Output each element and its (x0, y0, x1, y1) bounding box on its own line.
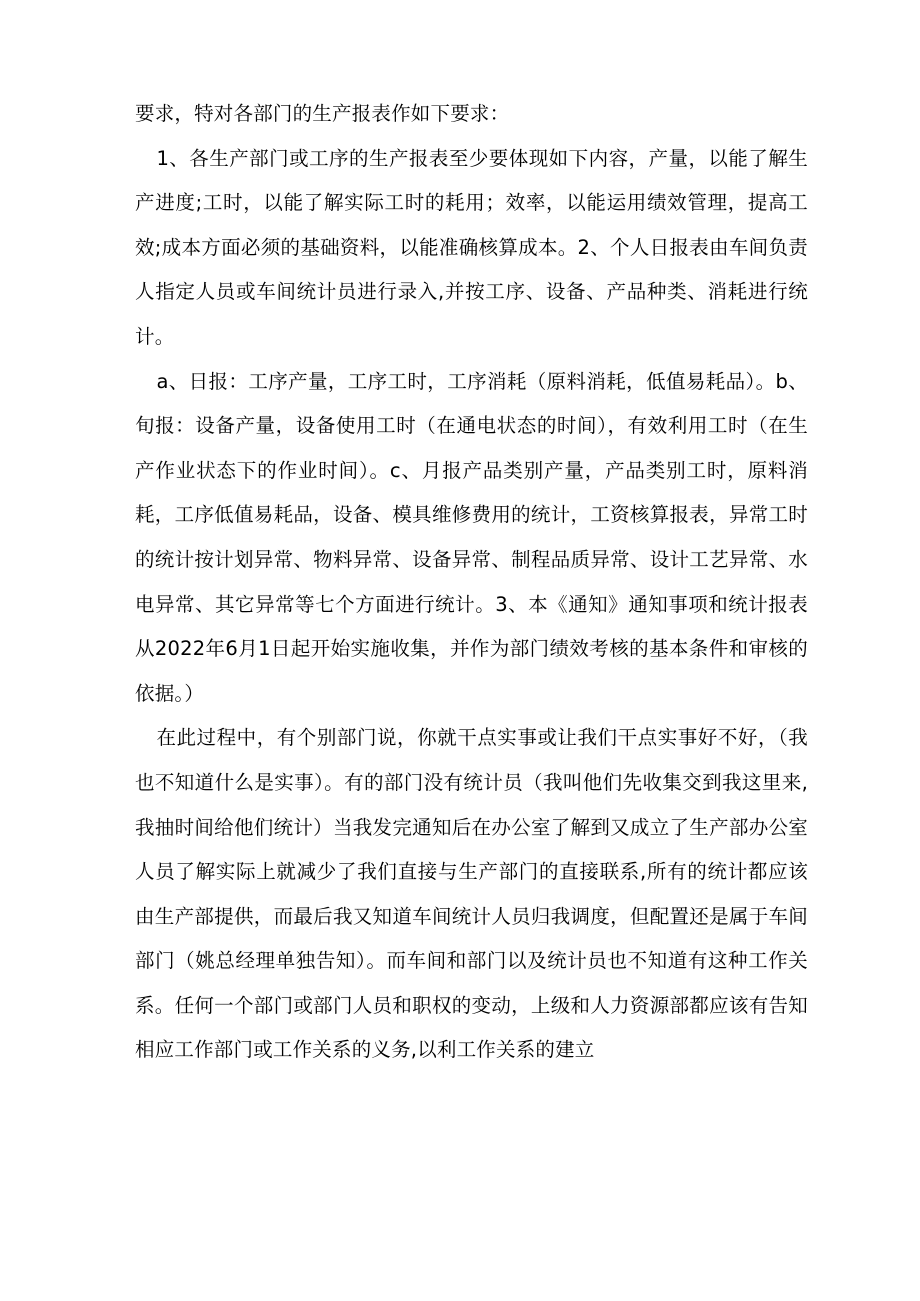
paragraph-4: 在此过程中，有个别部门说，你就干点实事或让我们干点实事好不好，（我也不知道什么是实事）。有的部门没有统计员（我叫他们先收集交到我这里来,我抽时间给他们统计）当我发完通知后在办公室了解到又成立了生产部办公室人员了解实际上就减少了我们直接与生产部门的直接联系,所有的统计都应该由生产部提供，而最后我又知道车间统计人员归我调度，但配置还是属于车间部门（姚总经理单独告知）。而车间和部门以及统计员也不知道有这种工作关系。任何一个部门或部门人员和职权的变动，上级和人力资源部都应该有告知相应工作部门或工作关系的义务,以利工作关系的建立 (135, 726, 808, 1062)
paragraph-2: 1、各生产部门或工序的生产报表至少要体现如下内容，产量，以能了解生产进度;工时，以能了解实际工时的耗用；效率，以能运用绩效管理，提高工效;成本方面必须的基础资料，以能准确核算成本。2、个人日报表由车间负责人指定人员或车间统计员进行录入,并按工序、设备、产品种类、消耗进行统计。 (135, 146, 808, 348)
paragraph-3: a、日报：工序产量，工序工时，工序消耗（原料消耗，低值易耗品）。b、旬报：设备产量，设备使用工时（在通电状态的时间），有效利用工时（在生产作业状态下的作业时间）。c、月报产品类别产量，产品类别工时，原料消耗，工序低值易耗品，设备、模具维修费用的统计，工资核算报表，异常工时的统计按计划异常、物料异常、设备异常、制程品质异常、设计工艺异常、水电异常、其它异常等七个方面进行统计。3、本《通知》通知事项和统计报表从2022年6月1日起开始实施收集，并作为部门绩效考核的基本条件和审核的依据。） (135, 369, 808, 705)
paragraph-1: 要求，特对各部门的生产报表作如下要求： (135, 102, 510, 125)
